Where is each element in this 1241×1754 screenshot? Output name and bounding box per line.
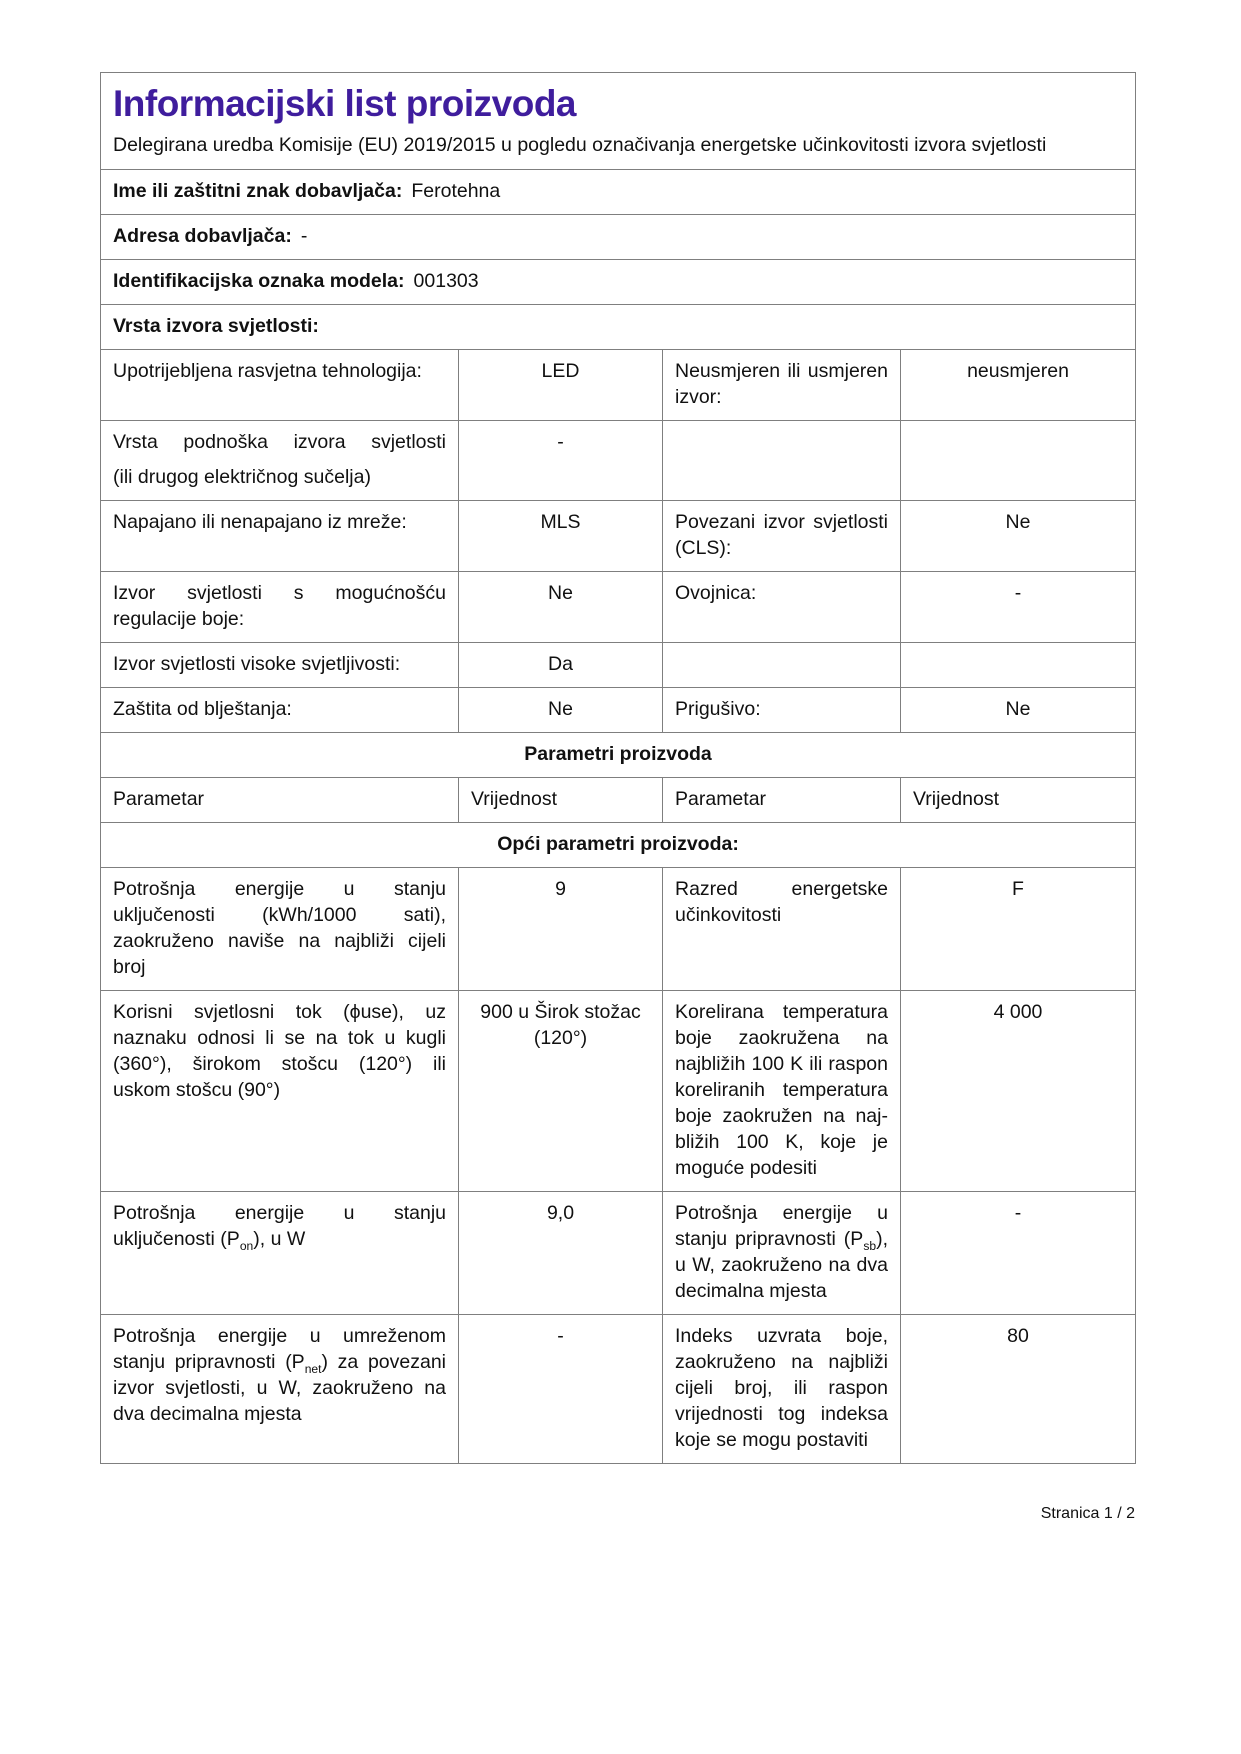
- page-number: Stranica 1 / 2: [1040, 1505, 1135, 1522]
- param-cell: Potrošnja energije u stanju uključenosti (kWh/1000 sati), zaokruženo naviše na najbliži cijeli broj: [101, 868, 459, 991]
- value-cell: -: [459, 1315, 663, 1464]
- general-parameters-title: Opći parametri proizvoda:: [101, 823, 1136, 868]
- param-cell: Korisni svjetlosni tok (ϕuse), uz naznaku odnosi li se na tok u kugli (360°), širokom stošcu (120°) ili uskom stošcu (90°): [101, 991, 459, 1192]
- value-cell: [901, 643, 1136, 688]
- row-mains: [101, 501, 1136, 572]
- param-cell: Indeks uzvrata boje, zaokruženo na najbliži cijeli broj, ili raspon vrijednosti tog indeksa koje se mogu postaviti: [663, 1315, 901, 1464]
- value-cell: F: [901, 868, 1136, 991]
- param-cell: [663, 643, 901, 688]
- page-subtitle: Delegirana uredba Komisije (EU) 2019/2015 u pogledu označivanja energetske učinkovitosti izvora svjetlosti: [113, 134, 1047, 156]
- param-cell: Korelirana temperatura boje zaokružena na najbližih 100 K ili raspon koreliranih temperatura boje zaokružen na najbližih 100 K, koje je moguće podesiti: [663, 991, 901, 1192]
- row-luminous-flux: [101, 991, 1136, 1192]
- value-cell: LED: [459, 350, 663, 421]
- product-info-table: [100, 72, 1136, 1464]
- value-cell: 4 000: [901, 991, 1136, 1192]
- row-network-standby: [101, 1315, 1136, 1464]
- model-id-value: 001303: [413, 270, 479, 292]
- value-cell: 900 u Širok stožac (120°): [459, 991, 663, 1192]
- column-header: Vrijednost: [901, 778, 1136, 823]
- product-information-sheet: [100, 72, 1135, 1524]
- param-cell: Napajano ili nenapajano iz mreže:: [101, 501, 459, 572]
- column-header: Parametar: [663, 778, 901, 823]
- value-cell: -: [459, 421, 663, 501]
- light-source-type-label: Vrsta izvora svjetlosti:: [113, 315, 319, 337]
- supplier-address-value: -: [300, 225, 308, 247]
- light-source-type-cell: [101, 305, 1136, 350]
- column-header: Vrijednost: [459, 778, 663, 823]
- supplier-name-cell: [101, 170, 1136, 215]
- value-cell: -: [901, 572, 1136, 643]
- row-model-id: [101, 260, 1136, 305]
- param-cell: Razred energetske učinkovitosti: [663, 868, 901, 991]
- row-supplier-address: [101, 215, 1136, 260]
- supplier-name-label: Ime ili zaštitni znak dobavljača:: [113, 180, 403, 202]
- value-cell: Ne: [459, 572, 663, 643]
- row-glare-protection: [101, 688, 1136, 733]
- param-cell: Prigušivo:: [663, 688, 901, 733]
- param-cell: Vrsta podnoška izvora svjetlosti (ili drugog električnog sučelja): [101, 421, 459, 501]
- param-cell: Potrošnja energije u umreženom stanju pripravnosti $(P_{net})$ za povezani izvor svjetlosti, u W, zaokruženo na dva decimalna mjesta: [101, 1315, 459, 1464]
- row-title: [101, 73, 1136, 170]
- model-id-label: Identifikacijska oznaka modela:: [113, 270, 405, 292]
- row-technology: [101, 350, 1136, 421]
- param-cell: Potrošnja energije u stanju uključenosti $(P_{on})$, u W: [101, 1192, 459, 1315]
- param-cell: Izvor svjetlosti visoke svjetljivosti:: [101, 643, 459, 688]
- column-header: Parametar: [101, 778, 459, 823]
- value-cell: -: [901, 1192, 1136, 1315]
- param-cell: Ovojnica:: [663, 572, 901, 643]
- value-cell: Ne: [459, 688, 663, 733]
- parameters-section-title: Parametri proizvoda: [101, 733, 1136, 778]
- model-id-cell: [101, 260, 1136, 305]
- value-cell: Ne: [901, 501, 1136, 572]
- row-column-headers: [101, 778, 1136, 823]
- value-cell: 9: [459, 868, 663, 991]
- row-general-parameters-title: [101, 823, 1136, 868]
- supplier-address-label: Adresa dobavljača:: [113, 225, 292, 247]
- param-cell: Povezani izvor svjetlosti (CLS):: [663, 501, 901, 572]
- row-parameters-section-title: [101, 733, 1136, 778]
- param-cell: Upotrijebljena rasvjetna tehnologija:: [101, 350, 459, 421]
- value-cell: Da: [459, 643, 663, 688]
- value-cell: MLS: [459, 501, 663, 572]
- value-cell: 80: [901, 1315, 1136, 1464]
- row-high-luminance: [101, 643, 1136, 688]
- param-cell: [663, 421, 901, 501]
- row-color-tunable: [101, 572, 1136, 643]
- page-title: Informacijski list proizvoda: [113, 83, 577, 124]
- value-cell: [901, 421, 1136, 501]
- row-cap-type: [101, 421, 1136, 501]
- param-cell: Izvor svjetlosti s mogućnošću regulacije boje:: [101, 572, 459, 643]
- row-energy-consumption: [101, 868, 1136, 991]
- value-cell: neusmjeren: [901, 350, 1136, 421]
- value-cell: 9,0: [459, 1192, 663, 1315]
- row-supplier-name: [101, 170, 1136, 215]
- row-power-on-mode: [101, 1192, 1136, 1315]
- row-light-source-type: [101, 305, 1136, 350]
- value-cell: Ne: [901, 688, 1136, 733]
- param-cell: Neusmjeren ili usmjeren izvor:: [663, 350, 901, 421]
- param-cell: Zaštita od blještanja:: [101, 688, 459, 733]
- supplier-address-cell: [101, 215, 1136, 260]
- param-cell: Potrošnja energije u stanju pripravnosti $(P_{sb})$, u W, zaokruženo na dva decimalna mjesta: [663, 1192, 901, 1315]
- title-cell: [101, 73, 1136, 170]
- supplier-name-value: Ferotehna: [411, 180, 501, 202]
